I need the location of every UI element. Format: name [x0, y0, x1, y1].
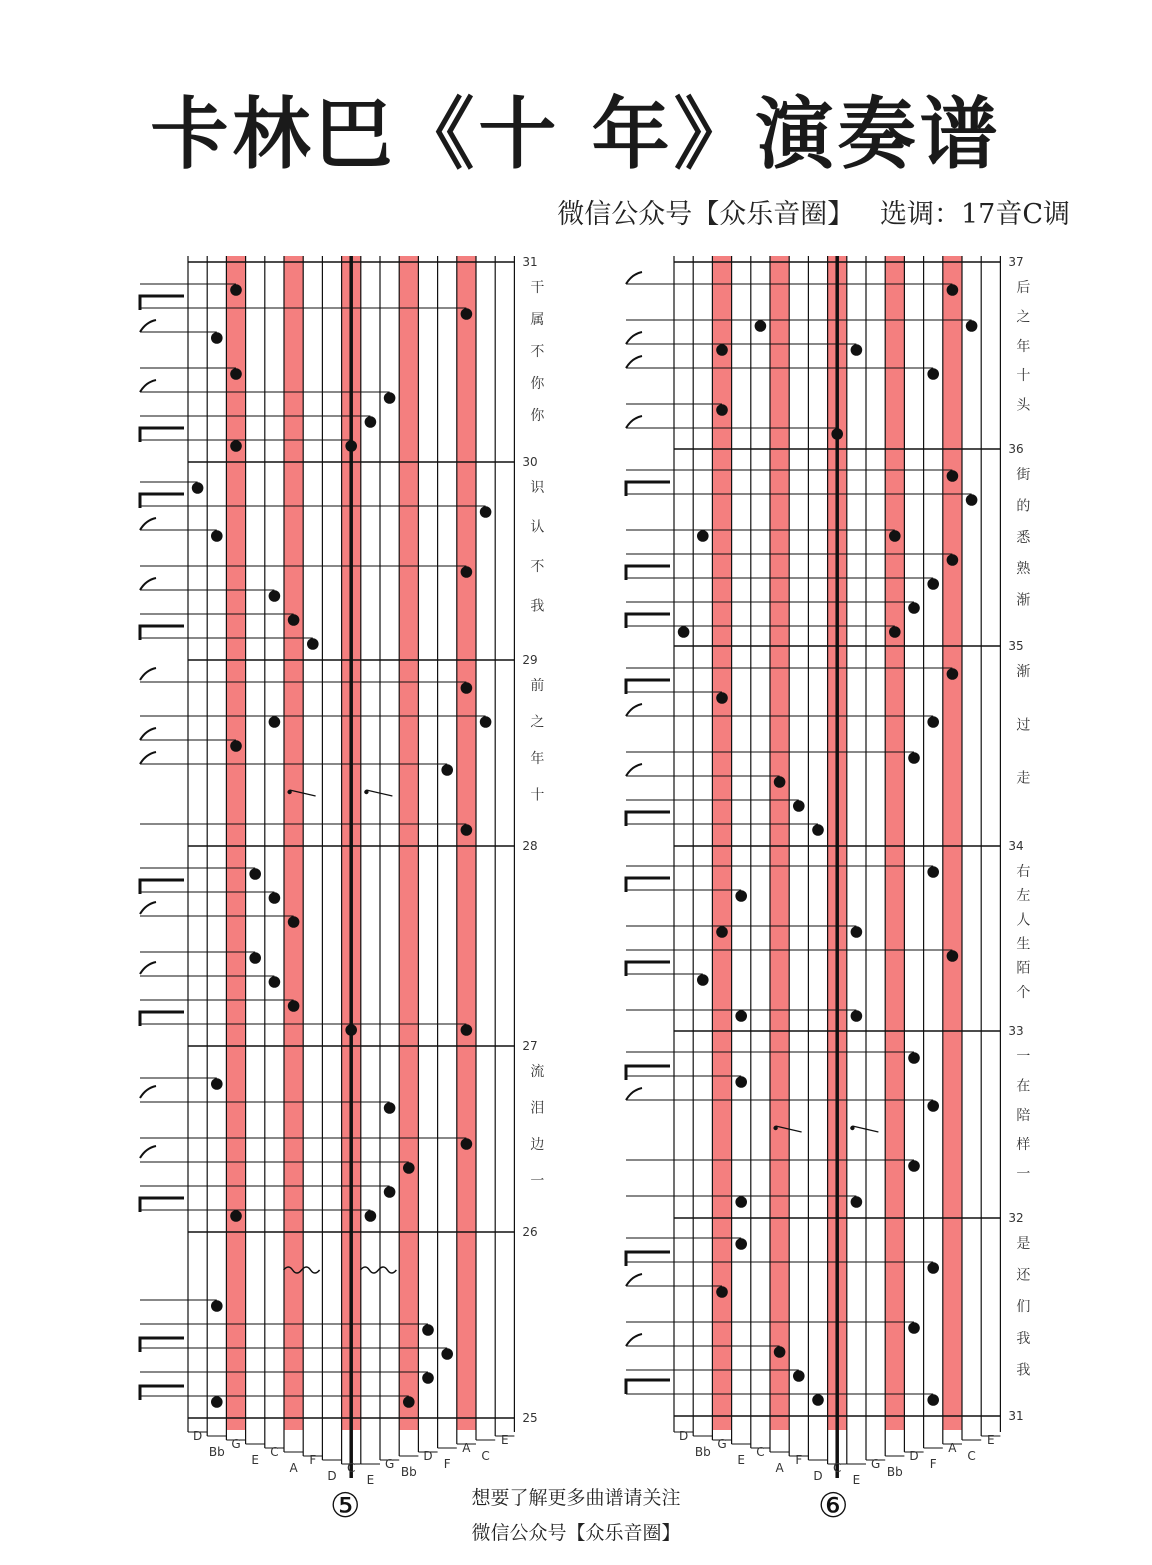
note-dot [230, 1210, 242, 1222]
lyric-char: 一 [1016, 1049, 1031, 1065]
measure-number: 25 [522, 1411, 538, 1425]
note-dot [697, 530, 709, 542]
note-dot [461, 1024, 473, 1036]
note-dot [211, 332, 223, 344]
note-dot [211, 1078, 223, 1090]
measure-number: 32 [1008, 1211, 1024, 1225]
tine-label: D [327, 1469, 337, 1483]
measure-number: 34 [1008, 839, 1024, 853]
lyric-char: 渐 [1016, 664, 1031, 680]
tine-label: F [443, 1457, 451, 1471]
lyric-char: 陌 [1016, 960, 1031, 977]
note-dot [480, 506, 492, 518]
lyric-char: 我 [1016, 1330, 1031, 1347]
note-dot [211, 1396, 223, 1408]
note-dot [908, 602, 920, 614]
note-dot [889, 626, 901, 638]
lyric-char: 在 [1016, 1078, 1031, 1095]
note-dot [927, 368, 939, 380]
note-dot [755, 320, 767, 332]
note-dot [269, 892, 281, 904]
note-dot [461, 824, 473, 836]
tine-label: D [423, 1449, 433, 1463]
page-number-5: ⑤ [330, 1486, 361, 1526]
measure-number: 28 [522, 839, 538, 853]
note-dot [461, 308, 473, 320]
page-subtitle: 微信公众号【众乐音圈】 选调：17音C调 [557, 199, 1070, 230]
lyric-char: 年 [1016, 338, 1031, 355]
lyric-char: 泪 [530, 1100, 545, 1117]
note-dot [851, 344, 863, 356]
tine-label: G [231, 1437, 241, 1451]
lyric-char: 认 [530, 519, 545, 536]
note-dot [716, 404, 728, 416]
lyric-char: 年 [530, 751, 545, 767]
measure-number: 31 [1008, 1409, 1024, 1423]
highlighted-tine [457, 256, 476, 1430]
note-dot [345, 1024, 357, 1036]
note-dot [927, 1262, 939, 1274]
note-dot [403, 1396, 415, 1408]
highlighted-tine [284, 256, 303, 1430]
note-dot [735, 1010, 747, 1022]
lyric-char: 熟 [1016, 561, 1031, 578]
lyric-char: 前 [530, 678, 545, 694]
note-dot [735, 1076, 747, 1088]
note-dot [230, 284, 242, 296]
lyric-char: 十 [530, 787, 545, 804]
note-dot [927, 866, 939, 878]
note-dot [461, 1138, 473, 1150]
lyric-char: 不 [530, 344, 545, 360]
note-dot [735, 1238, 747, 1250]
note-dot [947, 470, 959, 482]
tine-label: D [813, 1469, 823, 1483]
tine-label: Bb [208, 1445, 225, 1459]
measure-number: 29 [522, 653, 538, 667]
lyric-char: 属 [530, 312, 545, 328]
note-dot [422, 1324, 434, 1336]
note-dot [927, 1394, 939, 1406]
lyric-char: 渐 [1016, 592, 1031, 609]
tablature-panel-1 [140, 255, 545, 1487]
note-dot [774, 1346, 786, 1358]
lyric-char: 你 [530, 408, 545, 424]
tine-label: A [289, 1461, 298, 1475]
note-dot [441, 764, 453, 776]
note-dot [211, 1300, 223, 1312]
note-dot [384, 1186, 396, 1198]
tine-label: F [309, 1453, 317, 1467]
note-dot [735, 890, 747, 902]
note-dot [288, 916, 300, 928]
lyric-char: 们 [1016, 1299, 1031, 1316]
note-dot [851, 1196, 863, 1208]
note-dot [461, 566, 473, 578]
note-dot [716, 692, 728, 704]
note-dot [831, 428, 843, 440]
note-dot [927, 578, 939, 590]
measure-number: 36 [1008, 442, 1024, 456]
tine-label: Bb [694, 1445, 711, 1459]
tine-label: D [192, 1429, 203, 1443]
page-title: 卡林巴《十 年》演奏谱 [150, 90, 1002, 180]
note-dot [384, 392, 396, 404]
lyric-char: 边 [530, 1137, 545, 1153]
lyric-char: 走 [1016, 770, 1031, 787]
lyric-char: 陪 [1016, 1107, 1031, 1124]
note-dot [908, 1322, 920, 1334]
tine-label: C [481, 1449, 490, 1463]
note-dot [365, 1210, 377, 1222]
tine-label: G [870, 1457, 881, 1471]
note-dot [230, 440, 242, 452]
measure-number: 30 [522, 455, 538, 469]
note-dot [716, 344, 728, 356]
note-dot [927, 1100, 939, 1112]
lyric-char: 头 [1016, 397, 1031, 414]
tine-label: G [384, 1457, 395, 1471]
note-dot [774, 776, 786, 788]
note-dot [851, 926, 863, 938]
note-dot [812, 824, 824, 836]
note-dot [384, 1102, 396, 1114]
lyric-char: 一 [530, 1173, 545, 1190]
lyric-char: 生 [1016, 936, 1031, 953]
note-dot [908, 1052, 920, 1064]
page-number-6: ⑥ [818, 1486, 849, 1526]
note-dot [403, 1162, 415, 1174]
tine-label: D [678, 1429, 689, 1443]
tine-label: C [270, 1445, 279, 1459]
tine-label: E [737, 1453, 745, 1467]
note-dot [345, 440, 357, 452]
lyric-char: 我 [1016, 1362, 1031, 1379]
highlighted-tine [712, 256, 731, 1430]
tine-label: E [501, 1433, 509, 1447]
lyric-char: 我 [530, 598, 545, 615]
measure-number: 27 [522, 1039, 538, 1053]
lyric-char: 你 [530, 376, 545, 392]
note-dot [422, 1372, 434, 1384]
measure-number: 26 [522, 1225, 538, 1239]
tine-label: G [717, 1437, 727, 1451]
tine-label: D [909, 1449, 919, 1463]
footer-follow-text: 想要了解更多曲谱请关注 [471, 1487, 681, 1509]
note-dot [678, 626, 690, 638]
note-dot [365, 416, 377, 428]
note-dot [966, 494, 978, 506]
measure-number: 31 [522, 255, 538, 269]
highlighted-tine [885, 256, 904, 1430]
note-dot [249, 868, 261, 880]
lyric-char: 十 [1016, 368, 1031, 385]
note-dot [192, 482, 204, 494]
note-dot [441, 1348, 453, 1360]
note-dot [230, 740, 242, 752]
note-dot [211, 530, 223, 542]
note-dot [927, 716, 939, 728]
note-dot [230, 368, 242, 380]
note-dot [947, 554, 959, 566]
note-dot [269, 590, 281, 602]
lyric-char: 还 [1016, 1267, 1031, 1284]
note-dot [716, 926, 728, 938]
note-dot [249, 952, 261, 964]
lyric-char: 不 [530, 559, 545, 575]
note-dot [735, 1196, 747, 1208]
note-dot [461, 682, 473, 694]
lyric-char: 个 [1016, 984, 1031, 1001]
lyric-char: 是 [1016, 1236, 1031, 1252]
lyric-char: 右 [1016, 864, 1031, 880]
lyric-char: 过 [1016, 717, 1031, 734]
note-dot [947, 950, 959, 962]
note-dot [288, 614, 300, 626]
note-dot [288, 1000, 300, 1012]
note-dot [889, 530, 901, 542]
lyric-char: 一 [1016, 1166, 1031, 1183]
tine-label: E [852, 1473, 861, 1487]
note-dot [793, 800, 805, 812]
tine-label: C [347, 1461, 356, 1475]
tine-label: A [775, 1461, 784, 1475]
highlighted-tine [770, 256, 789, 1430]
lyric-char: 样 [1016, 1137, 1031, 1154]
lyric-char: 悉 [1016, 529, 1031, 546]
tine-label: E [987, 1433, 995, 1447]
lyric-char: 后 [1016, 280, 1031, 296]
measure-number: 33 [1008, 1024, 1024, 1038]
tine-label: C [967, 1449, 976, 1463]
note-dot [851, 1010, 863, 1022]
tine-label: E [251, 1453, 259, 1467]
note-dot [269, 976, 281, 988]
lyric-char: 干 [530, 280, 545, 296]
tine-label: A [462, 1441, 471, 1455]
tine-label: F [795, 1453, 803, 1467]
note-dot [697, 974, 709, 986]
note-dot [480, 716, 492, 728]
note-dot [716, 1286, 728, 1298]
lyric-char: 之 [530, 714, 545, 731]
tine-label: Bb [400, 1465, 417, 1479]
tine-label: F [929, 1457, 937, 1471]
tine-label: E [366, 1473, 375, 1487]
lyric-char: 的 [1016, 498, 1031, 515]
tine-label: C [833, 1461, 842, 1475]
note-dot [908, 752, 920, 764]
note-dot [908, 1160, 920, 1172]
highlighted-tine [399, 256, 418, 1430]
measure-number: 37 [1008, 255, 1024, 269]
note-dot [307, 638, 319, 650]
measure-number: 35 [1008, 639, 1024, 653]
highlighted-tine [226, 256, 245, 1430]
note-dot [947, 284, 959, 296]
note-dot [947, 668, 959, 680]
tablature-panel-2 [626, 255, 1031, 1487]
lyric-char: 街 [1016, 467, 1031, 483]
note-dot [812, 1394, 824, 1406]
note-dot [793, 1370, 805, 1382]
note-dot [269, 716, 281, 728]
note-dot [966, 320, 978, 332]
tine-label: Bb [886, 1465, 903, 1479]
footer-account-text: 微信公众号【众乐音圈】 [471, 1522, 681, 1544]
lyric-char: 左 [1016, 888, 1031, 905]
tine-label: A [948, 1441, 957, 1455]
lyric-char: 人 [1016, 912, 1031, 929]
tine-label: C [756, 1445, 765, 1459]
lyric-char: 识 [530, 480, 545, 496]
lyric-char: 之 [1016, 309, 1031, 326]
lyric-char: 流 [530, 1064, 545, 1080]
highlighted-tine [943, 256, 962, 1430]
